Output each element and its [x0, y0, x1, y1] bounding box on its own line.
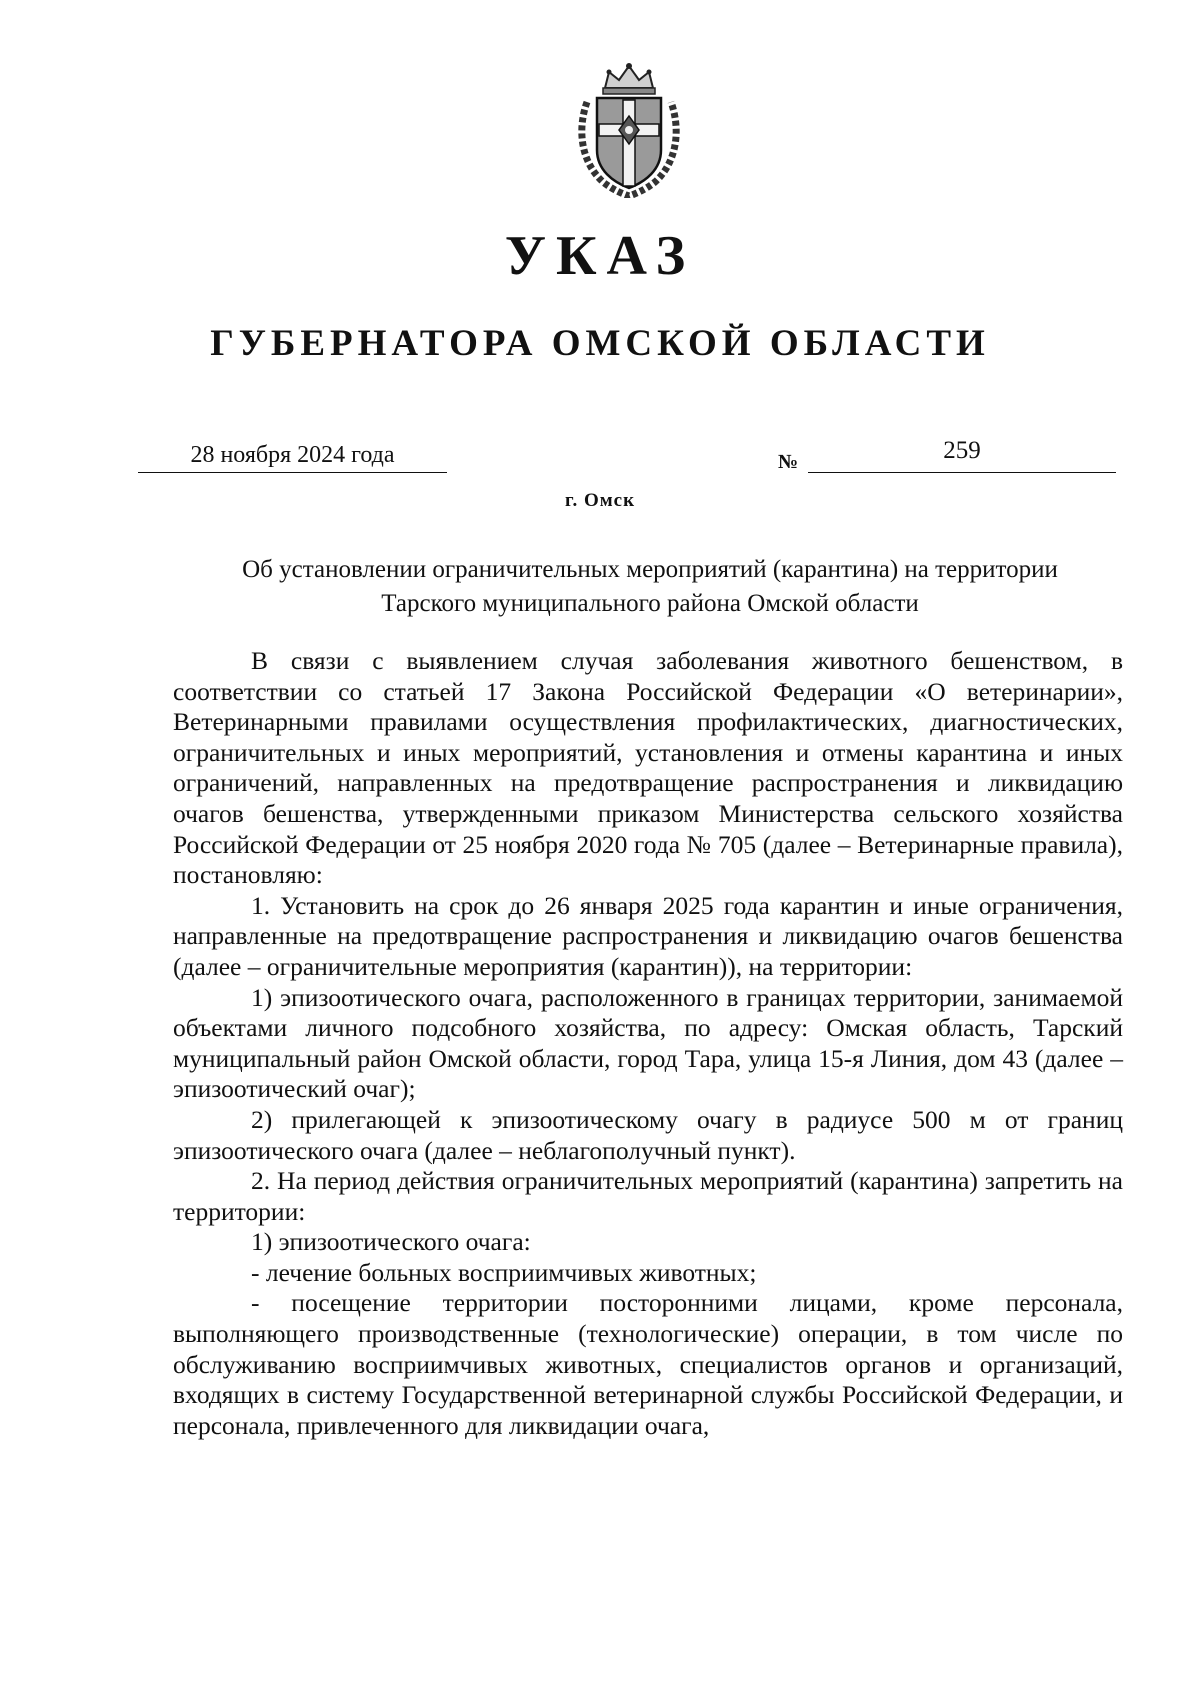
document-title: УКАЗ	[504, 225, 696, 287]
paragraph: 1) эпизоотического очага:	[251, 1227, 531, 1257]
paragraph: 2) прилегающей к эпизоотическому очагу в радиусе 500 м от границ эпизоотического очага (далее – неблагополучный пункт).	[173, 1104, 1123, 1165]
paragraph: 1. Установить на срок до 26 января 2025 года карантин и иные ограничения, направленные на предотвращение распространения и ликвидацию очагов бешенства (далее – ограничительные мероприятия (карантин)), на территории:	[173, 890, 1123, 981]
document-subtitle: ГУБЕРНАТОРА ОМСКОЙ ОБЛАСТИ	[210, 323, 990, 364]
paragraph: В связи с выявлением случая заболевания животного бешенством, в соответствии со статьей 17 Закона Российской Федерации «О ветеринарии», Ветеринарными правилами осуществления профилактических, диагностических, ограничительных и иных мероприятий, установления и отмены карантина и иных ограничений, направленных на предотвращение распространения и ликвидацию очагов бешенства, утвержденными приказом Министерства сельского хозяйства Российской Федерации от 25 ноября 2020 года № 705 (далее – Ветеринарные правила), постановляю:	[173, 646, 1123, 890]
heading-line: Тарского муниципального района Омской области	[381, 590, 919, 617]
paragraph: - посещение территории посторонними лицами, кроме персонала, выполняющего производственные (технологические) операции, в том числе по обслуживанию восприимчивых животных, специалистов органов и организаций, входящих в систему Государственной ветеринарной службы Российской Федерации, и персонала, привлеченного для ликвидации очага,	[173, 1288, 1123, 1440]
paragraph: 1) эпизоотического очага, расположенного в границах территории, занимаемой объектами личного подсобного хозяйства, по адресу: Омская область, Тарский муниципальный район Омской области, город Тара, улица 15-я Линия, дом 43 (далее – эпизоотический очаг);	[173, 982, 1123, 1104]
document-date: 28 ноября 2024 года	[138, 440, 447, 473]
heading-line: Об установлении ограничительных мероприятий (карантина) на территории	[242, 556, 1058, 583]
document-number: 259	[808, 436, 1116, 473]
omsk-region-coat-of-arms-icon	[573, 58, 685, 198]
city: г. Омск	[564, 490, 636, 511]
paragraph: 2. На период действия ограничительных мероприятий (карантина) запретить на территории:	[173, 1166, 1123, 1226]
number-sign: №	[778, 451, 799, 473]
paragraph: - лечение больных восприимчивых животных;	[251, 1257, 757, 1287]
document-body	[173, 646, 1123, 1441]
document-heading	[170, 553, 1130, 621]
